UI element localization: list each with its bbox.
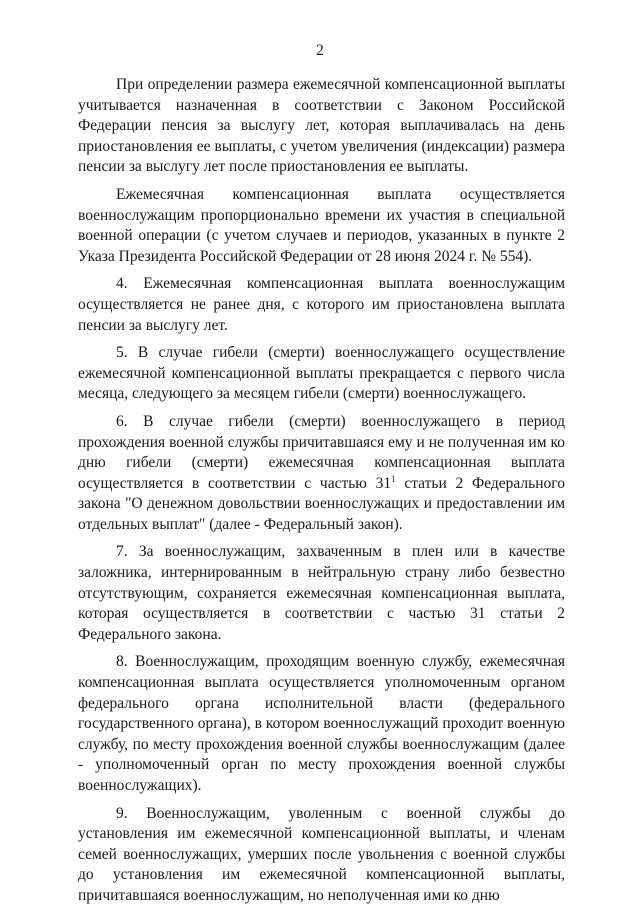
paragraph-4: 4. Ежемесячная компенсационная выплата военнослужащим осуществляется не ранее дня, с которого им приостановлена выплата пенсии за выслугу лет. — [78, 275, 565, 334]
document-body — [78, 75, 565, 907]
paragraph-6-superscript: 1 — [391, 473, 396, 484]
paragraph-9: 9. Военнослужащим, уволенным с военной службы до установления им ежемесячной компенсационной выплаты, и членам семей военнослужащих, умерших после увольнения с военной службы до установления им ежемесячной компенсационной выплаты, причитавшаяся военнослужащим, но неполученная ими ко дню — [78, 804, 565, 904]
paragraph-6 — [78, 412, 565, 536]
paragraph-proportional-payment: Ежемесячная компенсационная выплата осуществляется военнослужащим пропорционально времени их участия в специальной военной операции (с учетом случаев и периодов, указанных в пункте 2 Указа Президента Российской Федерации от 28 июня 2024 г. № 554). — [78, 185, 565, 265]
paragraph-7: 7. За военнослужащим, захваченным в плен или в качестве заложника, интернированным в нейтральную страну либо безвестно отсутствующим, сохраняется ежемесячная компенсационная выплата, которая осуществляется в соответствии с частью 31 статьи 2 Федерального закона. — [78, 543, 565, 643]
page-number: 2 — [316, 42, 324, 59]
paragraph-6-text-before: 6. В случае гибели (смерти) военнослужащего в период прохождения военной службы причитавшаяся ему и не полученная им ко дню гибели (смерти) ежемесячная компенсационная выплата осуществляется в соответствии с частью 31 — [78, 412, 565, 492]
paragraph-8: 8. Военнослужащим, проходящим военную службу, ежемесячная компенсационная выплата осуществляется уполномоченным органом федерального органа исполнительной власти (федерального государственного органа), в котором военнослужащий проходит военную службу, по месту прохождения военной службы военнослужащим (далее - уполномоченный орган по месту прохождения военной службы военнослужащих). — [78, 653, 565, 794]
paragraph-5: 5. В случае гибели (смерти) военнослужащего осуществление ежемесячной компенсационной выплаты прекращается с первого числа месяца, следующего за месяцем гибели (смерти) военнослужащего. — [78, 344, 565, 403]
paragraph-6-text-after: статьи 2 Федерального закона "О денежном довольствии военнослужащих и предоставлении им отдельных выплат" (далее - Федеральный закон). — [78, 474, 565, 533]
paragraph-pension-calculation: При определении размера ежемесячной компенсационной выплаты учитывается назначенная в соответствии с Законом Российской Федерации пенсия за выслугу лет, которая выплачивалась на день приостановления ее выплаты, с учетом увеличения (индексации) размера пенсии за выслугу лет после приостановления ее выплаты. — [78, 76, 565, 176]
